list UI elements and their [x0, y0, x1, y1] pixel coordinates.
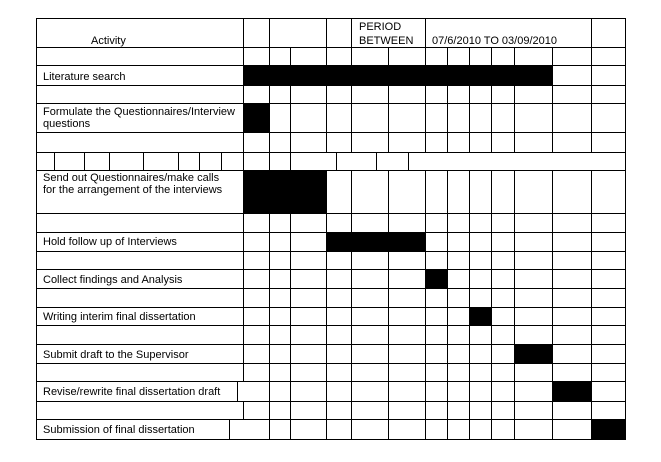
activity-bar	[425, 269, 448, 289]
activity-label-submit-draft: Submit draft to the Supervisor	[43, 349, 189, 361]
activity-label-literature-search: Literature search	[43, 71, 126, 83]
activity-label-formulate-questions: Formulate the Questionnaires/Interview questions	[43, 106, 235, 130]
period-header-line2: BETWEEN	[359, 35, 414, 47]
date-range-header: 07/6/2010 TO 03/09/2010	[432, 35, 557, 47]
activity-label-send-out-questionnaires: Send out Questionnaires/make calls for the arrangement of the interviews	[43, 172, 223, 196]
activity-label-writing-interim: Writing interim final dissertation	[43, 311, 196, 323]
activity-label-collect-findings: Collect findings and Analysis	[43, 274, 183, 286]
activity-label-submission: Submission of final dissertation	[43, 424, 195, 436]
activity-label-revise-rewrite: Revise/rewrite final dissertation draft	[43, 386, 221, 398]
activity-bar	[243, 170, 327, 214]
activity-bar	[514, 344, 553, 364]
activity-bar	[243, 65, 553, 86]
period-header-line1: PERIOD	[359, 21, 402, 33]
activity-header: Activity	[91, 35, 126, 47]
activity-label-follow-up: Hold follow up of Interviews	[43, 236, 177, 248]
activity-bar	[326, 232, 426, 252]
activity-bar	[552, 381, 592, 402]
activity-bar	[243, 103, 270, 133]
activity-bar	[591, 419, 626, 440]
activity-bar	[469, 307, 492, 326]
